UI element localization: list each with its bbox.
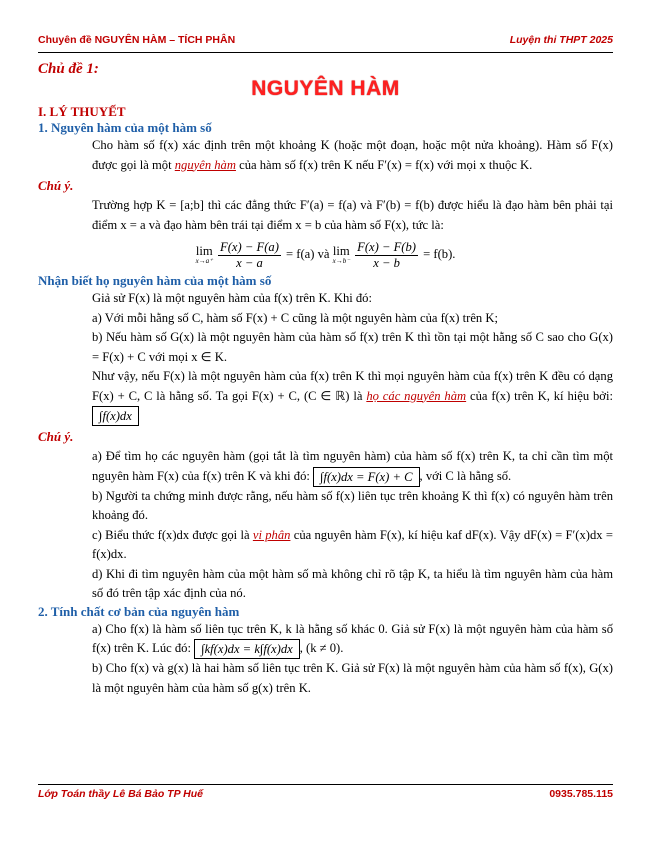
lim-word-1: lim [195,244,213,259]
note2-c-text-2: của nguyên hàm F(x), kí hiệu kaf dF(x). Vậy dF(x) = F′(x)dx = f(x)dx. [92,527,613,562]
family-item-b: b) Nếu hàm số G(x) là một nguyên hàm của hàm số f(x) trên K thì tồn tại một hằng số C sao cho G(x) = F(x) + C với mọi x ∈ K. [92,330,613,364]
property-b: b) Cho f(x) và g(x) là hai hàm số liên tục trên K. Giả sử F(x) là một nguyên hàm của hàm số f(x), G(x) là một nguyên hàm của hàm số g(x) trên K. [92,661,613,695]
family-intro: Giả sử F(x) là một nguyên hàm của f(x) trên K. Khi đó: [92,291,372,305]
fraction-1-den: x − a [236,255,263,270]
family-conclusion-text-1: Như vậy, nếu F(x) là một nguyên hàm của f(x) trên K thì mọi nguyên hàm của f(x) trên K đều có dạng F(x) + C, C là hằng số. Ta gọi F(x) + C, (C ∈ ℝ) là [92,369,613,403]
property-a-text-1: a) Cho f(x) là hàm số liên tục trên K, k là hằng số khác 0. Giả sử F(x) là một nguyên hàm của hàm số f(x) trên K. Lúc đó: [92,621,613,656]
note2-item-d: d) Khi đi tìm nguyên hàm của một hàm số mà không chỉ rõ tập K, ta hiểu là tìm nguyên hàm của hàm số đó trên tập xác định của nó. [92,566,613,601]
subsection-heading-1: 1. Nguyên hàm của một hàm số [38,120,212,135]
footer-left: Lớp Toán thầy Lê Bá Bảo TP Huế [38,788,203,800]
family-conclusion [38,367,613,426]
note2-c-text-1: c) Biểu thức f(x)dx được gọi là [92,527,250,542]
note2-item-a [38,447,613,487]
note2-item-c [38,526,613,565]
property-a-text-2: , (k ≠ 0). [299,641,344,656]
lim-sub-2: x→b⁻ [332,257,350,266]
fraction-1 [218,240,281,271]
note2-a-text-2: , với C là hằng số. [419,468,512,483]
family-item-a: a) Với mỗi hằng số C, hàm số F(x) + C cũng là một nguyên hàm của f(x) trên K; [92,310,498,325]
constant-multiple-box: ∫kf(x)dx = k∫f(x)dx [194,639,300,659]
topic-label: Chủ đề 1: [38,61,99,77]
term-nguyen-ham: nguyên hàm [174,157,236,172]
note1-paragraph: Trường hợp K = [a;b] thì các đẳng thức F′(a) = f(a) và F′(b) = f(b) được hiểu là đạo hàm bên phải tại điểm x = a và đạo hàm bên trái tại điểm x = b của hàm số F(x), tức là: [92,198,613,232]
fraction-2 [355,240,418,271]
header-right: Luyện thi THPT 2025 [509,34,613,46]
limit-1 [196,245,213,265]
note-label-2: Chú ý. [38,429,74,445]
antiderivative-box: ∫f(x)dx = F(x) + C [313,467,419,487]
term-ho-nguyen-ham: họ các nguyên hàm [366,388,467,403]
note2-item-b: b) Người ta chứng minh được rằng, nếu hàm số f(x) liên tục trên khoảng K thì f(x) có nguyên hàm trên khoảng đó. [92,488,613,523]
limit-2-rhs: = f(b). [423,247,456,261]
limit-1-rhs: = f(a) và [286,247,330,261]
note2-a-text-1: a) Để tìm họ các nguyên hàm (gọi tắt là tìm nguyên hàm) của hàm số f(x) trên K, ta chỉ cần tìm một nguyên hàm F(x) của f(x) trên K và khi đó: [92,449,613,483]
subsection-heading-family: Nhận biết họ nguyên hàm của một hàm số [38,273,272,288]
lim-sub-1: x→a⁺ [195,257,213,266]
header-rule [38,52,613,53]
note-label-1: Chú ý. [38,178,74,193]
footer-rule [38,784,613,785]
term-vi-phan: vi phân [252,527,291,542]
definition-paragraph [38,136,613,175]
document-body [38,56,613,698]
page-title: NGUYÊN HÀM [251,77,400,100]
subsection-heading-2: 2. Tính chất cơ bản của nguyên hàm [38,603,240,619]
lim-word-2: lim [332,244,350,259]
limit-formula [38,235,613,273]
fraction-1-num: F(x) − F(a) [220,239,279,254]
footer-right: 0935.785.115 [549,788,613,800]
page-footer [38,788,613,804]
limit-2 [333,245,350,265]
page-header [38,34,613,50]
section-heading: I. LÝ THUYẾT [38,104,126,119]
header-left: Chuyên đề NGUYÊN HÀM – TÍCH PHÂN [38,34,236,46]
definition-text-2: của hàm số f(x) trên K nếu F′(x) = f(x) với mọi x thuộc K. [239,157,533,172]
integral-notation-box: ∫f(x)dx [92,406,139,426]
definition-text-1: Cho hàm số f(x) xác định trên một khoảng K (hoặc một đoạn, hoặc một nửa khoảng). Hàm số F(x) được gọi là một [92,138,613,172]
property-a [38,620,613,660]
fraction-2-den: x − b [373,255,400,270]
family-conclusion-text-2: của f(x) trên K, kí hiệu bởi: [470,388,613,403]
fraction-2-num: F(x) − F(b) [357,239,416,254]
